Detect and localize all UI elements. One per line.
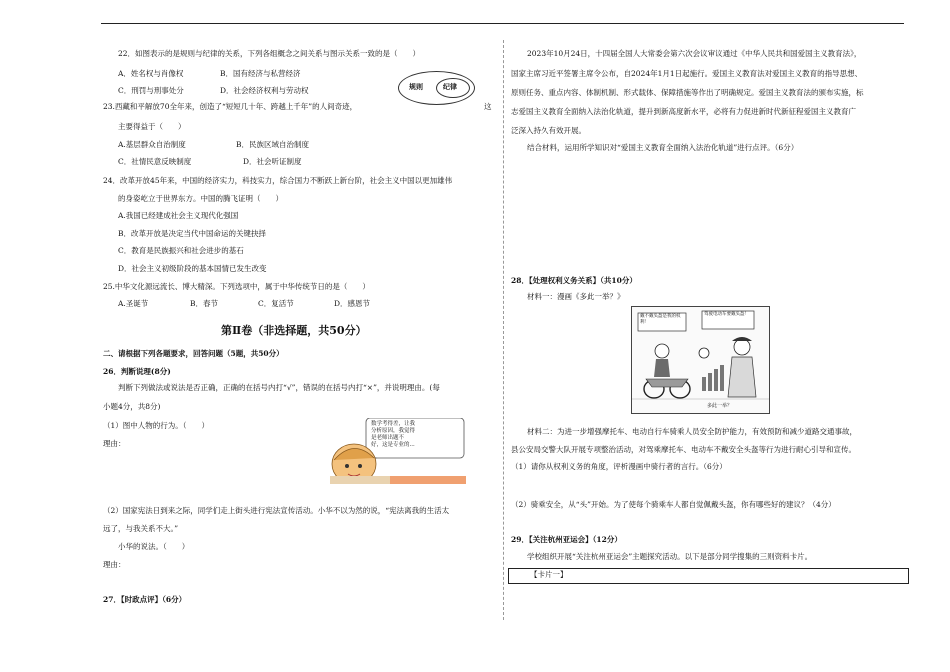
q25-stem: 25.中华文化源远流长、博大精深。下列选项中，属于中华传统节日的是（ ） <box>103 282 370 291</box>
bubble-line-2: 分析原因，我觉得 <box>371 428 416 434</box>
q28-material1-label: 材料一：漫画《多此一举？》 <box>527 292 625 301</box>
diagram-outer-label: 规则 <box>409 82 423 91</box>
q28-material2-line2: 县公安局交警大队开展专项整治活动，对驾乘摩托车、电动车不戴安全头盔等行为进行耐心引导和宣传。 <box>511 445 856 454</box>
q25-option-a: A.圣诞节 <box>118 299 149 308</box>
q26-item-1: （1）图中人物的行为。（ ） <box>103 421 210 430</box>
bubble-line-3: 是老师出题不 <box>371 435 405 441</box>
q26-instruction-2: 小题4分，共8分) <box>103 402 161 411</box>
q22-stem: 22．如图表示的是规则与纪律的关系，下列各组概念之间关系与图示关系一致的是（ ） <box>118 49 421 58</box>
q27-material-line2: 国家主席习近平签署主席令公布，自2024年1月1日起施行。爱国主义教育法对爱国主义教育的指导思想、 <box>511 69 863 78</box>
q25-option-c: C．复活节 <box>258 299 294 308</box>
q25-option-d: D．感恩节 <box>334 299 371 308</box>
q28-title: 28．【处理权利义务关系】（共10分） <box>511 276 637 285</box>
q22-option-c: C．刑罚与刑事处分 <box>118 86 184 95</box>
q27-material-line1: 2023年10月24日，十四届全国人大常委会第六次会议审议通过《中华人民共和国爱国主义教育法》， <box>527 49 862 58</box>
q23-option-b: B．民族区域自治制度 <box>236 140 310 149</box>
q26-item-2-line2: 远了，与我关系不大。” <box>103 524 179 533</box>
q26-instruction-1: 判断下列做法或说法是否正确，正确的在括号内打“√”，错误的在括号内打“×”，并说明理由。(每 <box>118 383 440 392</box>
q26-title: 26．判断说理(8分) <box>103 367 171 376</box>
q28-task-2: （2）骑乘安全，从“头”开始。为了使每个骑乘车人都自觉佩戴头盔，你有哪些好的建议？（4分） <box>511 500 836 509</box>
card-one-label: 【卡片一】 <box>530 570 568 579</box>
q24-option-b: B．改革开放是决定当代中国命运的关键抉择 <box>118 229 267 238</box>
q23-stem: 23.西藏和平解放70全年来，创造了“短短几十年、跨越上千年”的人间奇迹， <box>103 102 358 111</box>
card-one-box <box>508 568 909 584</box>
bubble-line-4: 好，这是专业的... <box>371 442 415 448</box>
bubble-line-1: 数学考得差，让我 <box>371 421 416 427</box>
column-divider <box>503 40 504 620</box>
q22-option-a: A．姓名权与肖像权 <box>118 69 184 78</box>
q26-item-2-line3: 小华的说法。（ ） <box>118 542 190 551</box>
q26-reason-2: 理由： <box>103 560 126 569</box>
q28-material2-line1: 材料二：为进一步增强摩托车、电动自行车骑乘人员安全防护能力，有效预防和减少道路交通事故， <box>527 427 857 436</box>
q23-option-c: C．社情民意反映制度 <box>118 157 192 166</box>
cartoon-caption: 多此一举？ <box>707 403 733 409</box>
q22-option-b: B．国有经济与私营经济 <box>220 69 301 78</box>
q23-option-d: D．社会听证制度 <box>243 157 302 166</box>
q27-material-line5: 泛深入持久有效开展。 <box>511 126 586 135</box>
q29-title: 29．【关注杭州亚运会】（12分） <box>511 535 622 544</box>
header-rule <box>101 23 904 24</box>
q27-task: 结合材料，运用所学知识对“爱国主义教育全面纳入法治化轨道”进行点评。（6分） <box>527 143 799 152</box>
cartoon-bubble-rider: 戴不戴头盔是我的权利！ <box>640 314 681 325</box>
q29-intro: 学校组织开展“关注杭州亚运会”主题探究活动。以下是部分同学搜集的三则资料卡片。 <box>527 552 813 561</box>
part2-title: 第Ⅱ卷（非选择题，共50分） <box>221 324 367 337</box>
q25-option-b: B．春节 <box>190 299 219 308</box>
q26-reason-1: 理由： <box>103 439 126 448</box>
q24-stem: 24．改革开放45年来，中国的经济实力，科技实力，综合国力不断跃上新台阶，社会主义中国以更加雄伟 <box>103 176 453 185</box>
cartoon-bubble-officer: 驾驶电动车要戴头盔！ <box>704 312 749 317</box>
q26-item-2-line1: （2）国家宪法日到来之际，同学们走上街头进行宪法宣传活动。小华不以为然的说，“宪法离我的生活太 <box>103 506 450 515</box>
q27-title: 27．【时政点评】（6分） <box>103 595 187 604</box>
q24-option-d: D．社会主义初级阶段的基本国情已发生改变 <box>118 264 267 273</box>
q28-task-1: （1）请你从权利义务的角度，评析漫画中骑行者的言行。（6分） <box>511 462 727 471</box>
q27-material-line3: 原则任务、重点内容、体制机制、形式载体、保障措施等作出了明确规定。爱国主义教育法的颁布实施，标 <box>511 88 864 97</box>
q22-option-d: D．社会经济权利与劳动权 <box>220 86 309 95</box>
q23-stem-end: 这 <box>484 102 492 111</box>
q24-stem2: 的身姿屹立于世界东方。中国的腾飞证明（ ） <box>118 194 283 203</box>
q23-option-a: A.基层群众自治制度 <box>118 140 186 149</box>
section2-heading: 二、请根据下列各题要求，回答问题（5题，共50分） <box>103 349 284 358</box>
diagram-inner-label: 纪律 <box>443 82 457 91</box>
q24-option-a: A.我国已经建成社会主义现代化强国 <box>118 211 239 220</box>
q23-stem2: 主要得益于（ ） <box>118 122 186 131</box>
q24-option-c: C．教育是民族振兴和社会进步的基石 <box>118 246 244 255</box>
q27-material-line4: 志爱国主义教育全面纳入法治化轨道，提升到新高度新水平，必将有力促进新时代新征程爱国主义教育广 <box>511 107 856 116</box>
